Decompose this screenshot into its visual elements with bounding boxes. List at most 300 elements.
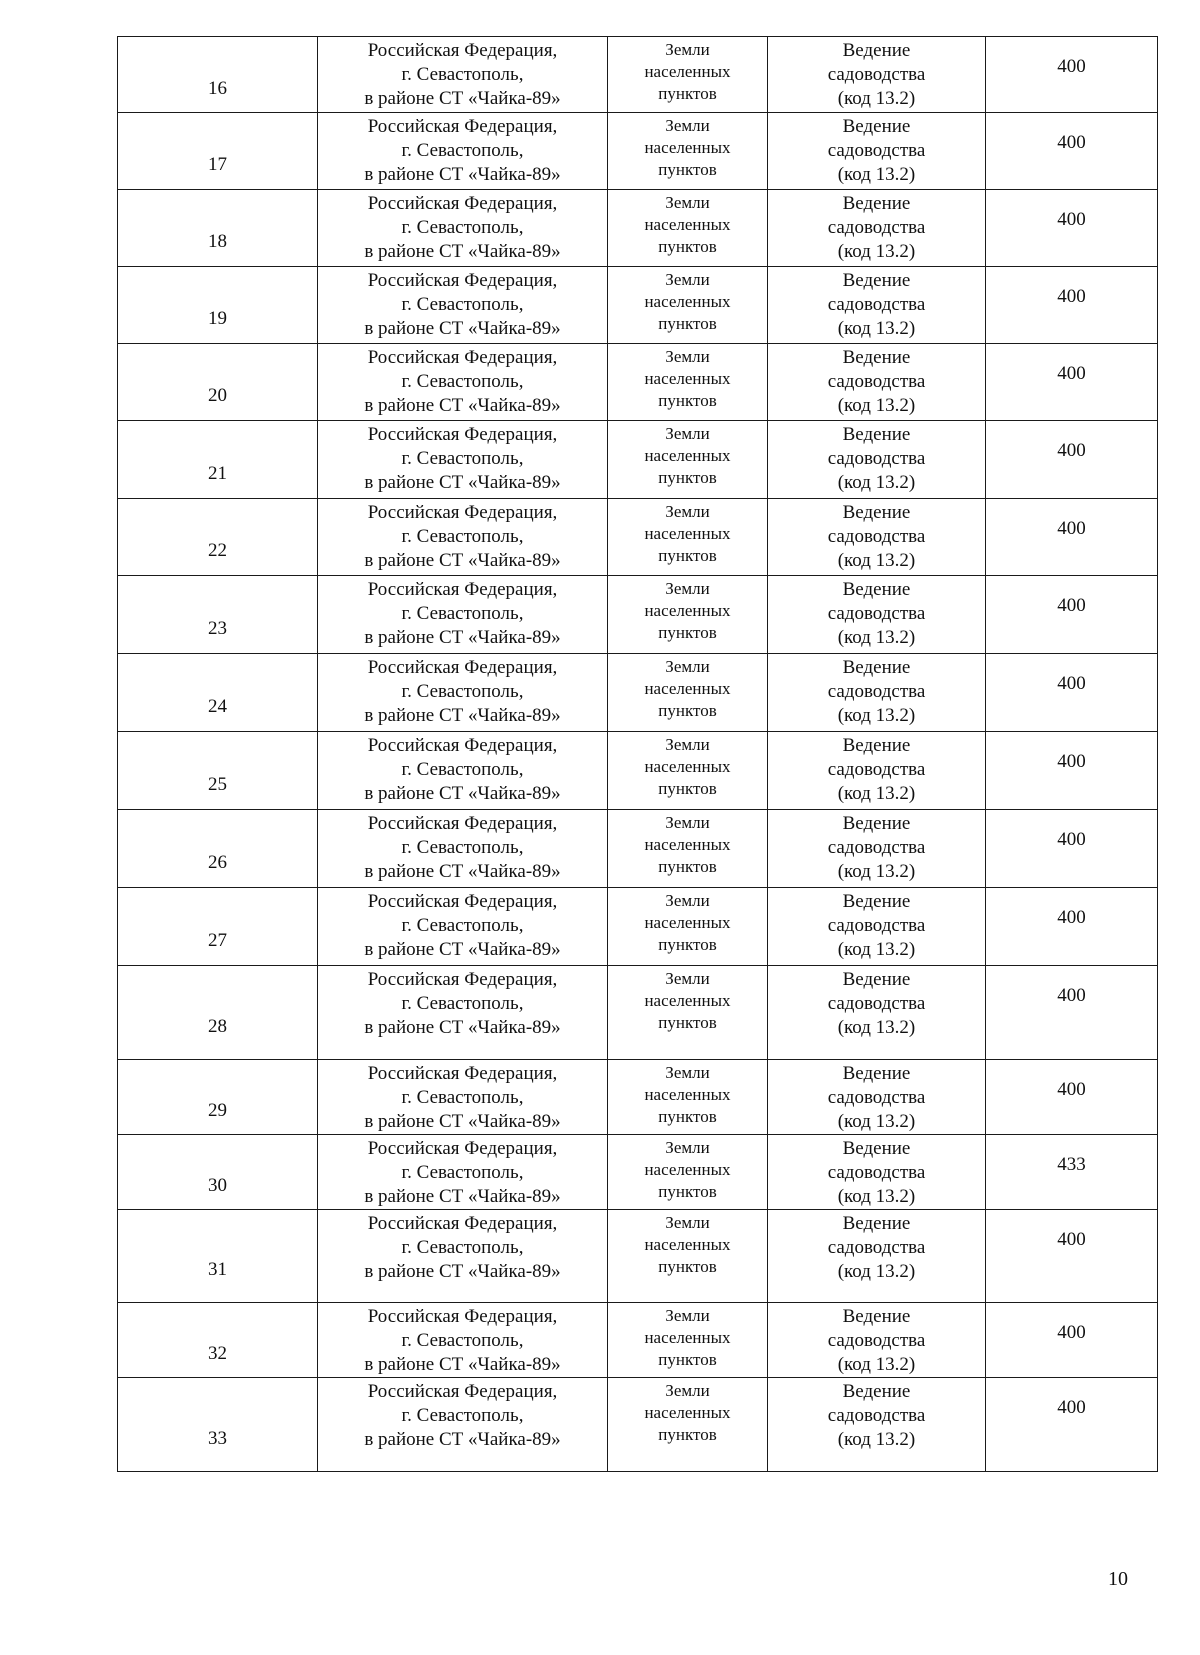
category-line: пунктов bbox=[658, 160, 717, 179]
address-line: Российская Федерация, bbox=[367, 270, 558, 291]
table-row bbox=[118, 1210, 1158, 1303]
category-line: пунктов bbox=[658, 468, 717, 487]
address-line: г. Севастополь, bbox=[401, 140, 524, 161]
plot-number: 32 bbox=[208, 1343, 227, 1364]
plot-area: 400 bbox=[1057, 907, 1086, 928]
address-line: г. Севастополь, bbox=[401, 294, 524, 315]
address-line: Российская Федерация, bbox=[367, 1306, 558, 1327]
address-line: г. Севастополь, bbox=[401, 837, 524, 858]
plot-number-cell bbox=[118, 732, 318, 810]
plot-number-cell bbox=[118, 654, 318, 732]
use-line: (код 13.2) bbox=[837, 318, 916, 339]
address-line: г. Севастополь, bbox=[401, 64, 524, 85]
land-category-cell bbox=[608, 190, 768, 267]
permitted-use-cell bbox=[768, 1378, 986, 1472]
plot-number: 28 bbox=[208, 1015, 227, 1037]
address-cell bbox=[318, 1135, 608, 1210]
plot-number: 23 bbox=[208, 617, 227, 639]
area-cell bbox=[986, 1210, 1158, 1303]
plot-number-cell bbox=[118, 888, 318, 966]
address-cell bbox=[318, 1060, 608, 1135]
table-row bbox=[118, 113, 1158, 190]
use-line: садоводства bbox=[827, 294, 926, 315]
permitted-use-cell bbox=[768, 344, 986, 421]
use-line: (код 13.2) bbox=[837, 1261, 916, 1282]
address-line: г. Севастополь, bbox=[401, 993, 524, 1014]
plot-area: 400 bbox=[1057, 286, 1086, 307]
permitted-use-cell bbox=[768, 732, 986, 810]
use-line: садоводства bbox=[827, 526, 926, 547]
category-line: пунктов bbox=[658, 1182, 717, 1201]
land-category-cell bbox=[608, 810, 768, 888]
land-category-cell bbox=[608, 421, 768, 499]
area-cell bbox=[986, 732, 1158, 810]
address-line: в районе СТ «Чайка-89» bbox=[364, 550, 561, 571]
category-line: Земли bbox=[665, 40, 710, 59]
address-line: в районе СТ «Чайка-89» bbox=[364, 1111, 561, 1132]
use-line: Ведение bbox=[842, 1213, 911, 1234]
land-category-cell bbox=[608, 1303, 768, 1378]
category-line: населенных bbox=[644, 991, 731, 1010]
permitted-use-cell bbox=[768, 1303, 986, 1378]
use-line: (код 13.2) bbox=[837, 88, 916, 109]
use-line: садоводства bbox=[827, 1405, 926, 1426]
table-row bbox=[118, 732, 1158, 810]
use-line: садоводства bbox=[827, 993, 926, 1014]
address-line: в районе СТ «Чайка-89» bbox=[364, 1186, 561, 1207]
category-line: населенных bbox=[644, 62, 731, 81]
table-row bbox=[118, 344, 1158, 421]
address-cell bbox=[318, 966, 608, 1060]
category-line: пунктов bbox=[658, 1350, 717, 1369]
address-line: г. Севастополь, bbox=[401, 1087, 524, 1108]
land-category-cell bbox=[608, 1135, 768, 1210]
area-cell bbox=[986, 1135, 1158, 1210]
table-row bbox=[118, 421, 1158, 499]
address-cell bbox=[318, 810, 608, 888]
plot-number-cell bbox=[118, 344, 318, 421]
use-line: Ведение bbox=[842, 735, 911, 756]
plot-area: 400 bbox=[1057, 363, 1086, 384]
permitted-use-cell bbox=[768, 37, 986, 113]
area-cell bbox=[986, 810, 1158, 888]
address-line: г. Севастополь, bbox=[401, 1162, 524, 1183]
use-line: Ведение bbox=[842, 40, 911, 61]
use-line: (код 13.2) bbox=[837, 861, 916, 882]
plot-number: 27 bbox=[208, 929, 227, 951]
area-cell bbox=[986, 499, 1158, 576]
plot-number: 26 bbox=[208, 851, 227, 873]
address-line: Российская Федерация, bbox=[367, 969, 558, 990]
plot-number-cell bbox=[118, 190, 318, 267]
address-cell bbox=[318, 888, 608, 966]
plot-number-cell bbox=[118, 499, 318, 576]
permitted-use-cell bbox=[768, 966, 986, 1060]
use-line: садоводства bbox=[827, 217, 926, 238]
permitted-use-cell bbox=[768, 190, 986, 267]
address-line: в районе СТ «Чайка-89» bbox=[364, 164, 561, 185]
address-line: в районе СТ «Чайка-89» bbox=[364, 1017, 561, 1038]
category-line: Земли bbox=[665, 424, 710, 443]
area-cell bbox=[986, 113, 1158, 190]
use-line: садоводства bbox=[827, 371, 926, 392]
category-line: Земли bbox=[665, 347, 710, 366]
plot-number-cell bbox=[118, 810, 318, 888]
address-line: Российская Федерация, bbox=[367, 891, 558, 912]
use-line: садоводства bbox=[827, 759, 926, 780]
plot-number: 24 bbox=[208, 695, 227, 717]
plot-number: 22 bbox=[208, 540, 227, 561]
category-line: пунктов bbox=[658, 935, 717, 954]
use-line: садоводства bbox=[827, 1330, 926, 1351]
plot-area: 400 bbox=[1057, 829, 1086, 850]
address-line: Российская Федерация, bbox=[367, 1063, 558, 1084]
use-line: (код 13.2) bbox=[837, 164, 916, 185]
table-row bbox=[118, 810, 1158, 888]
address-cell bbox=[318, 1210, 608, 1303]
category-line: пунктов bbox=[658, 623, 717, 642]
use-line: садоводства bbox=[827, 140, 926, 161]
use-line: Ведение bbox=[842, 1063, 911, 1084]
use-line: Ведение bbox=[842, 657, 911, 678]
area-cell bbox=[986, 190, 1158, 267]
plot-area: 400 bbox=[1057, 673, 1086, 694]
table-row bbox=[118, 654, 1158, 732]
plot-number: 25 bbox=[208, 773, 227, 795]
address-line: г. Севастополь, bbox=[401, 1405, 524, 1426]
address-cell bbox=[318, 190, 608, 267]
category-line: пунктов bbox=[658, 1257, 717, 1276]
address-line: в районе СТ «Чайка-89» bbox=[364, 1429, 561, 1450]
category-line: Земли bbox=[665, 1381, 710, 1400]
plot-number: 30 bbox=[208, 1175, 227, 1196]
address-line: г. Севастополь, bbox=[401, 526, 524, 547]
category-line: населенных bbox=[644, 913, 731, 932]
plot-area: 400 bbox=[1057, 56, 1086, 77]
table-row bbox=[118, 1378, 1158, 1472]
category-line: пунктов bbox=[658, 701, 717, 720]
plot-number-cell bbox=[118, 113, 318, 190]
category-line: пунктов bbox=[658, 546, 717, 565]
category-line: Земли bbox=[665, 735, 710, 754]
table-row bbox=[118, 499, 1158, 576]
category-line: Земли bbox=[665, 270, 710, 289]
plot-number: 19 bbox=[208, 308, 227, 329]
plot-area: 400 bbox=[1057, 1397, 1086, 1418]
address-cell bbox=[318, 344, 608, 421]
category-line: пунктов bbox=[658, 779, 717, 798]
area-cell bbox=[986, 421, 1158, 499]
category-line: пунктов bbox=[658, 237, 717, 256]
category-line: Земли bbox=[665, 1063, 710, 1082]
land-plots-table bbox=[117, 36, 1158, 1472]
permitted-use-cell bbox=[768, 113, 986, 190]
table-row bbox=[118, 888, 1158, 966]
area-cell bbox=[986, 576, 1158, 654]
page-number: 10 bbox=[1108, 1568, 1128, 1590]
area-cell bbox=[986, 1303, 1158, 1378]
use-line: садоводства bbox=[827, 915, 926, 936]
category-line: населенных bbox=[644, 1160, 731, 1179]
use-line: Ведение bbox=[842, 1306, 911, 1327]
category-line: пунктов bbox=[658, 314, 717, 333]
use-line: Ведение bbox=[842, 502, 911, 523]
use-line: садоводства bbox=[827, 681, 926, 702]
category-line: населенных bbox=[644, 1328, 731, 1347]
land-category-cell bbox=[608, 344, 768, 421]
category-line: пунктов bbox=[658, 1107, 717, 1126]
use-line: Ведение bbox=[842, 193, 911, 214]
category-line: населенных bbox=[644, 138, 731, 157]
address-line: г. Севастополь, bbox=[401, 681, 524, 702]
address-line: Российская Федерация, bbox=[367, 1381, 558, 1402]
plot-number: 21 bbox=[208, 462, 227, 484]
plot-number: 20 bbox=[208, 385, 227, 406]
category-line: населенных bbox=[644, 1403, 731, 1422]
plot-area: 400 bbox=[1057, 1322, 1086, 1343]
land-category-cell bbox=[608, 732, 768, 810]
address-line: в районе СТ «Чайка-89» bbox=[364, 861, 561, 882]
area-cell bbox=[986, 37, 1158, 113]
plot-number: 16 bbox=[208, 77, 227, 99]
area-cell bbox=[986, 1378, 1158, 1472]
address-cell bbox=[318, 1303, 608, 1378]
land-category-cell bbox=[608, 576, 768, 654]
use-line: садоводства bbox=[827, 1237, 926, 1258]
plot-area: 400 bbox=[1057, 132, 1086, 153]
address-cell bbox=[318, 37, 608, 113]
category-line: пунктов bbox=[658, 1013, 717, 1032]
permitted-use-cell bbox=[768, 888, 986, 966]
permitted-use-cell bbox=[768, 654, 986, 732]
land-category-cell bbox=[608, 1378, 768, 1472]
land-category-cell bbox=[608, 654, 768, 732]
category-line: населенных bbox=[644, 292, 731, 311]
table-body bbox=[118, 37, 1158, 1472]
permitted-use-cell bbox=[768, 499, 986, 576]
address-line: в районе СТ «Чайка-89» bbox=[364, 627, 561, 648]
category-line: Земли bbox=[665, 657, 710, 676]
plot-number-cell bbox=[118, 1060, 318, 1135]
address-line: Российская Федерация, bbox=[367, 424, 558, 445]
use-line: садоводства bbox=[827, 448, 926, 469]
use-line: (код 13.2) bbox=[837, 1017, 916, 1038]
category-line: Земли bbox=[665, 193, 710, 212]
land-category-cell bbox=[608, 888, 768, 966]
permitted-use-cell bbox=[768, 810, 986, 888]
address-line: Российская Федерация, bbox=[367, 813, 558, 834]
plot-number: 31 bbox=[208, 1259, 227, 1280]
address-line: Российская Федерация, bbox=[367, 502, 558, 523]
category-line: Земли bbox=[665, 969, 710, 988]
address-line: в районе СТ «Чайка-89» bbox=[364, 783, 561, 804]
category-line: населенных bbox=[644, 446, 731, 465]
category-line: пунктов bbox=[658, 857, 717, 876]
address-line: в районе СТ «Чайка-89» bbox=[364, 241, 561, 262]
category-line: населенных bbox=[644, 1085, 731, 1104]
use-line: Ведение bbox=[842, 891, 911, 912]
use-line: (код 13.2) bbox=[837, 241, 916, 262]
plot-number: 29 bbox=[208, 1100, 227, 1121]
use-line: (код 13.2) bbox=[837, 550, 916, 571]
address-line: в районе СТ «Чайка-89» bbox=[364, 1261, 561, 1282]
area-cell bbox=[986, 966, 1158, 1060]
address-line: г. Севастополь, bbox=[401, 1330, 524, 1351]
address-line: в районе СТ «Чайка-89» bbox=[364, 472, 561, 493]
land-category-cell bbox=[608, 113, 768, 190]
category-line: населенных bbox=[644, 601, 731, 620]
plot-number-cell bbox=[118, 966, 318, 1060]
category-line: населенных bbox=[644, 835, 731, 854]
address-cell bbox=[318, 499, 608, 576]
address-line: Российская Федерация, bbox=[367, 657, 558, 678]
use-line: Ведение bbox=[842, 1381, 911, 1402]
use-line: Ведение bbox=[842, 813, 911, 834]
category-line: Земли bbox=[665, 116, 710, 135]
address-cell bbox=[318, 267, 608, 344]
category-line: населенных bbox=[644, 679, 731, 698]
category-line: Земли bbox=[665, 1138, 710, 1157]
use-line: (код 13.2) bbox=[837, 1186, 916, 1207]
table-row bbox=[118, 966, 1158, 1060]
use-line: (код 13.2) bbox=[837, 783, 916, 804]
land-category-cell bbox=[608, 267, 768, 344]
permitted-use-cell bbox=[768, 576, 986, 654]
plot-area: 433 bbox=[1057, 1154, 1086, 1175]
address-line: Российская Федерация, bbox=[367, 193, 558, 214]
table-row bbox=[118, 1135, 1158, 1210]
plot-area: 400 bbox=[1057, 985, 1086, 1006]
address-line: г. Севастополь, bbox=[401, 217, 524, 238]
address-line: г. Севастополь, bbox=[401, 1237, 524, 1258]
plot-number-cell bbox=[118, 267, 318, 344]
category-line: населенных bbox=[644, 369, 731, 388]
category-line: Земли bbox=[665, 579, 710, 598]
table-row bbox=[118, 1303, 1158, 1378]
use-line: садоводства bbox=[827, 837, 926, 858]
category-line: населенных bbox=[644, 1235, 731, 1254]
area-cell bbox=[986, 267, 1158, 344]
address-line: г. Севастополь, bbox=[401, 915, 524, 936]
category-line: Земли bbox=[665, 502, 710, 521]
table-row bbox=[118, 576, 1158, 654]
plot-number: 18 bbox=[208, 231, 227, 252]
address-line: в районе СТ «Чайка-89» bbox=[364, 705, 561, 726]
category-line: пунктов bbox=[658, 391, 717, 410]
permitted-use-cell bbox=[768, 267, 986, 344]
use-line: (код 13.2) bbox=[837, 1354, 916, 1375]
category-line: населенных bbox=[644, 524, 731, 543]
address-cell bbox=[318, 1378, 608, 1472]
area-cell bbox=[986, 654, 1158, 732]
address-cell bbox=[318, 113, 608, 190]
plot-number: 17 bbox=[208, 154, 227, 175]
area-cell bbox=[986, 888, 1158, 966]
permitted-use-cell bbox=[768, 1135, 986, 1210]
category-line: населенных bbox=[644, 757, 731, 776]
table-row bbox=[118, 1060, 1158, 1135]
land-category-cell bbox=[608, 966, 768, 1060]
address-line: г. Севастополь, bbox=[401, 448, 524, 469]
land-category-cell bbox=[608, 1060, 768, 1135]
area-cell bbox=[986, 1060, 1158, 1135]
use-line: Ведение bbox=[842, 347, 911, 368]
category-line: Земли bbox=[665, 891, 710, 910]
category-line: Земли bbox=[665, 813, 710, 832]
use-line: садоводства bbox=[827, 1087, 926, 1108]
address-line: Российская Федерация, bbox=[367, 1213, 558, 1234]
plot-area: 400 bbox=[1057, 1229, 1086, 1250]
land-category-cell bbox=[608, 499, 768, 576]
plot-number-cell bbox=[118, 1135, 318, 1210]
address-cell bbox=[318, 576, 608, 654]
address-line: г. Севастополь, bbox=[401, 759, 524, 780]
category-line: Земли bbox=[665, 1306, 710, 1325]
address-cell bbox=[318, 732, 608, 810]
use-line: Ведение bbox=[842, 424, 911, 445]
use-line: (код 13.2) bbox=[837, 395, 916, 416]
plot-number-cell bbox=[118, 576, 318, 654]
use-line: Ведение bbox=[842, 270, 911, 291]
use-line: (код 13.2) bbox=[837, 1429, 916, 1450]
category-line: пунктов bbox=[658, 1425, 717, 1444]
plot-number-cell bbox=[118, 1378, 318, 1472]
address-line: Российская Федерация, bbox=[367, 579, 558, 600]
land-category-cell bbox=[608, 37, 768, 113]
address-line: г. Севастополь, bbox=[401, 603, 524, 624]
address-line: в районе СТ «Чайка-89» bbox=[364, 88, 561, 109]
use-line: (код 13.2) bbox=[837, 939, 916, 960]
address-cell bbox=[318, 654, 608, 732]
use-line: Ведение bbox=[842, 969, 911, 990]
address-line: в районе СТ «Чайка-89» bbox=[364, 318, 561, 339]
use-line: садоводства bbox=[827, 64, 926, 85]
table-row bbox=[118, 267, 1158, 344]
permitted-use-cell bbox=[768, 1210, 986, 1303]
address-line: Российская Федерация, bbox=[367, 116, 558, 137]
plot-number-cell bbox=[118, 1303, 318, 1378]
table-row bbox=[118, 37, 1158, 113]
use-line: садоводства bbox=[827, 1162, 926, 1183]
use-line: (код 13.2) bbox=[837, 472, 916, 493]
land-category-cell bbox=[608, 1210, 768, 1303]
use-line: Ведение bbox=[842, 1138, 911, 1159]
address-line: в районе СТ «Чайка-89» bbox=[364, 1354, 561, 1375]
permitted-use-cell bbox=[768, 1060, 986, 1135]
use-line: (код 13.2) bbox=[837, 705, 916, 726]
use-line: Ведение bbox=[842, 579, 911, 600]
plot-area: 400 bbox=[1057, 209, 1086, 230]
category-line: населенных bbox=[644, 215, 731, 234]
category-line: Земли bbox=[665, 1213, 710, 1232]
address-line: Российская Федерация, bbox=[367, 735, 558, 756]
address-line: г. Севастополь, bbox=[401, 371, 524, 392]
address-line: Российская Федерация, bbox=[367, 40, 558, 61]
use-line: Ведение bbox=[842, 116, 911, 137]
plot-number-cell bbox=[118, 421, 318, 499]
address-line: в районе СТ «Чайка-89» bbox=[364, 395, 561, 416]
permitted-use-cell bbox=[768, 421, 986, 499]
plot-number: 33 bbox=[208, 1427, 227, 1449]
use-line: (код 13.2) bbox=[837, 1111, 916, 1132]
area-cell bbox=[986, 344, 1158, 421]
plot-number-cell bbox=[118, 1210, 318, 1303]
category-line: пунктов bbox=[658, 84, 717, 103]
use-line: садоводства bbox=[827, 603, 926, 624]
plot-area: 400 bbox=[1057, 1079, 1086, 1100]
address-line: Российская Федерация, bbox=[367, 347, 558, 368]
address-cell bbox=[318, 421, 608, 499]
